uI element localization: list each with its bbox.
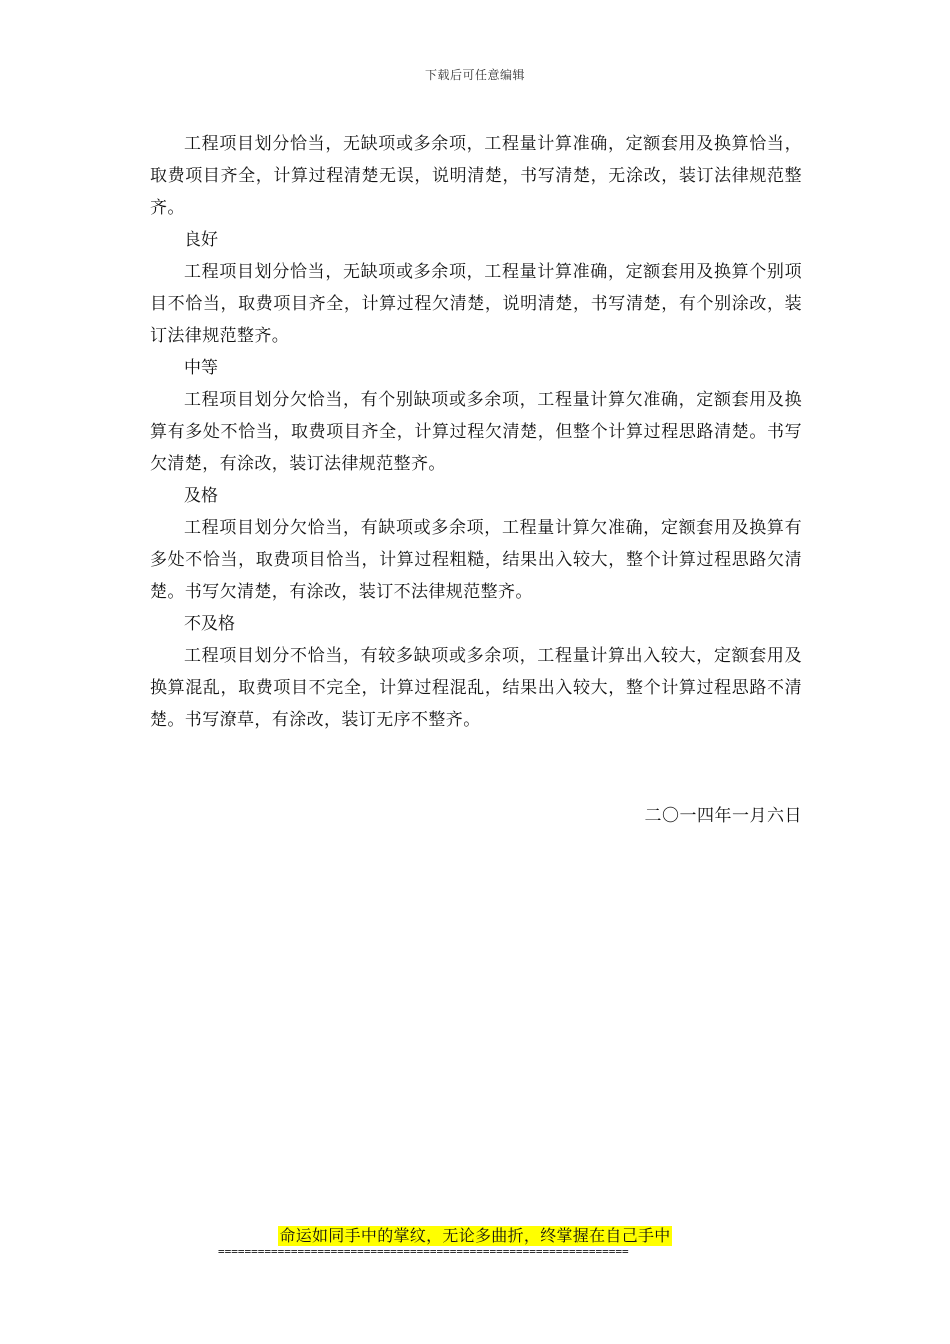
footer-motto: 命运如同手中的掌纹，无论多曲折，终掌握在自己手中	[279, 1226, 671, 1245]
heading-medium: 中等	[184, 358, 218, 378]
paragraph-excellent: 工程项目划分恰当，无缺项或多余项，工程量计算准确，定额套用及换算恰当，取费项目齐全，计算过程清楚无误，说明清楚，书写清楚，无涂改，装订法律规范整齐。	[150, 134, 802, 218]
heading-fail: 不及格	[184, 614, 235, 634]
paragraph-good: 工程项目划分恰当，无缺项或多余项，工程量计算准确，定额套用及换算个别项目不恰当，取费项目齐全，计算过程欠清楚，说明清楚，书写清楚，有个别涂改，装订法律规范整齐。	[150, 262, 802, 346]
header-note: 下载后可任意编辑	[424, 68, 525, 82]
document-body	[150, 128, 802, 736]
paragraph-medium: 工程项目划分欠恰当，有个别缺项或多余项，工程量计算欠准确，定额套用及换算有多处不恰当，取费项目齐全，计算过程欠清楚，但整个计算过程思路清楚。书写欠清楚，有涂改，装订法律规范整齐。	[150, 390, 802, 474]
document-date: 二〇一四年一月六日	[644, 806, 802, 826]
paragraph-pass: 工程项目划分欠恰当，有缺项或多余项，工程量计算欠准确，定额套用及换算有多处不恰当，取费项目恰当，计算过程粗糙，结果出入较大，整个计算过程思路欠清楚。书写欠清楚，有涂改，装订不法律规范整齐。	[150, 518, 802, 602]
footer-rule: ==============================================================	[218, 1245, 629, 1258]
heading-pass: 及格	[184, 486, 218, 506]
footer	[0, 1226, 950, 1246]
paragraph-fail: 工程项目划分不恰当，有较多缺项或多余项，工程量计算出入较大，定额套用及换算混乱，取费项目不完全，计算过程混乱，结果出入较大，整个计算过程思路不清楚。书写潦草，有涂改，装订无序不整齐。	[150, 646, 802, 730]
heading-good: 良好	[184, 230, 218, 250]
